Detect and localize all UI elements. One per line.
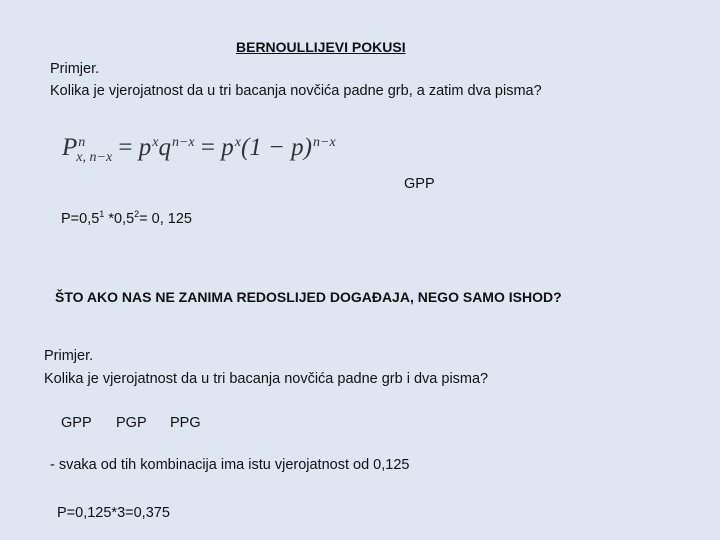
formula-sup-x: x	[152, 135, 159, 150]
formula-sub: x, n−x	[76, 150, 113, 165]
example2-question: Kolika je vjerojatnost da u tri bacanja novčića padne grb i dva pisma?	[44, 371, 489, 387]
formula-sup-n: n	[78, 135, 86, 150]
example1-calculation	[61, 210, 192, 228]
formula-P: P	[62, 134, 78, 161]
sequence-item: PGP	[116, 415, 147, 431]
example2-result: P=0,125*3=0,375	[57, 505, 170, 521]
formula-eq2: =	[194, 134, 222, 161]
calc-suffix: = 0, 125	[139, 211, 192, 227]
formula-paren: (1 − p)	[240, 134, 313, 161]
formula-sup-x2: x	[234, 135, 241, 150]
formula-sup-nx2: n−x	[313, 135, 336, 150]
slide-title: BERNOULLIJEVI POKUSI	[236, 39, 406, 55]
example1-question: Kolika je vjerojatnost da u tri bacanja novčića padne grb, a zatim dva pisma?	[50, 83, 542, 99]
calc-exp2: 2	[134, 209, 140, 219]
question-heading: ŠTO AKO NAS NE ZANIMA REDOSLIJED DOGAĐAJA, NEGO SAMO ISHOD?	[55, 289, 562, 305]
formula-eq1: =	[112, 134, 139, 161]
calc-exp1: 1	[99, 209, 105, 219]
calc-mid: *0,5	[104, 211, 135, 227]
example1-sequence: GPP	[404, 176, 435, 192]
formula-p2: p	[221, 134, 234, 161]
example2-note: - svaka od tih kombinacija ima istu vjerojatnost od 0,125	[50, 457, 410, 473]
formula-sup-nx: n−x	[171, 135, 195, 150]
calc-prefix: P=0,5	[61, 211, 100, 227]
example2-label: Primjer.	[44, 348, 94, 364]
bernoulli-formula	[62, 134, 336, 166]
formula-p: p	[138, 134, 152, 161]
sequence-item: PPG	[170, 415, 201, 431]
sequence-item: GPP	[61, 415, 92, 431]
example1-label: Primjer.	[50, 61, 100, 77]
formula-q: q	[158, 134, 171, 161]
